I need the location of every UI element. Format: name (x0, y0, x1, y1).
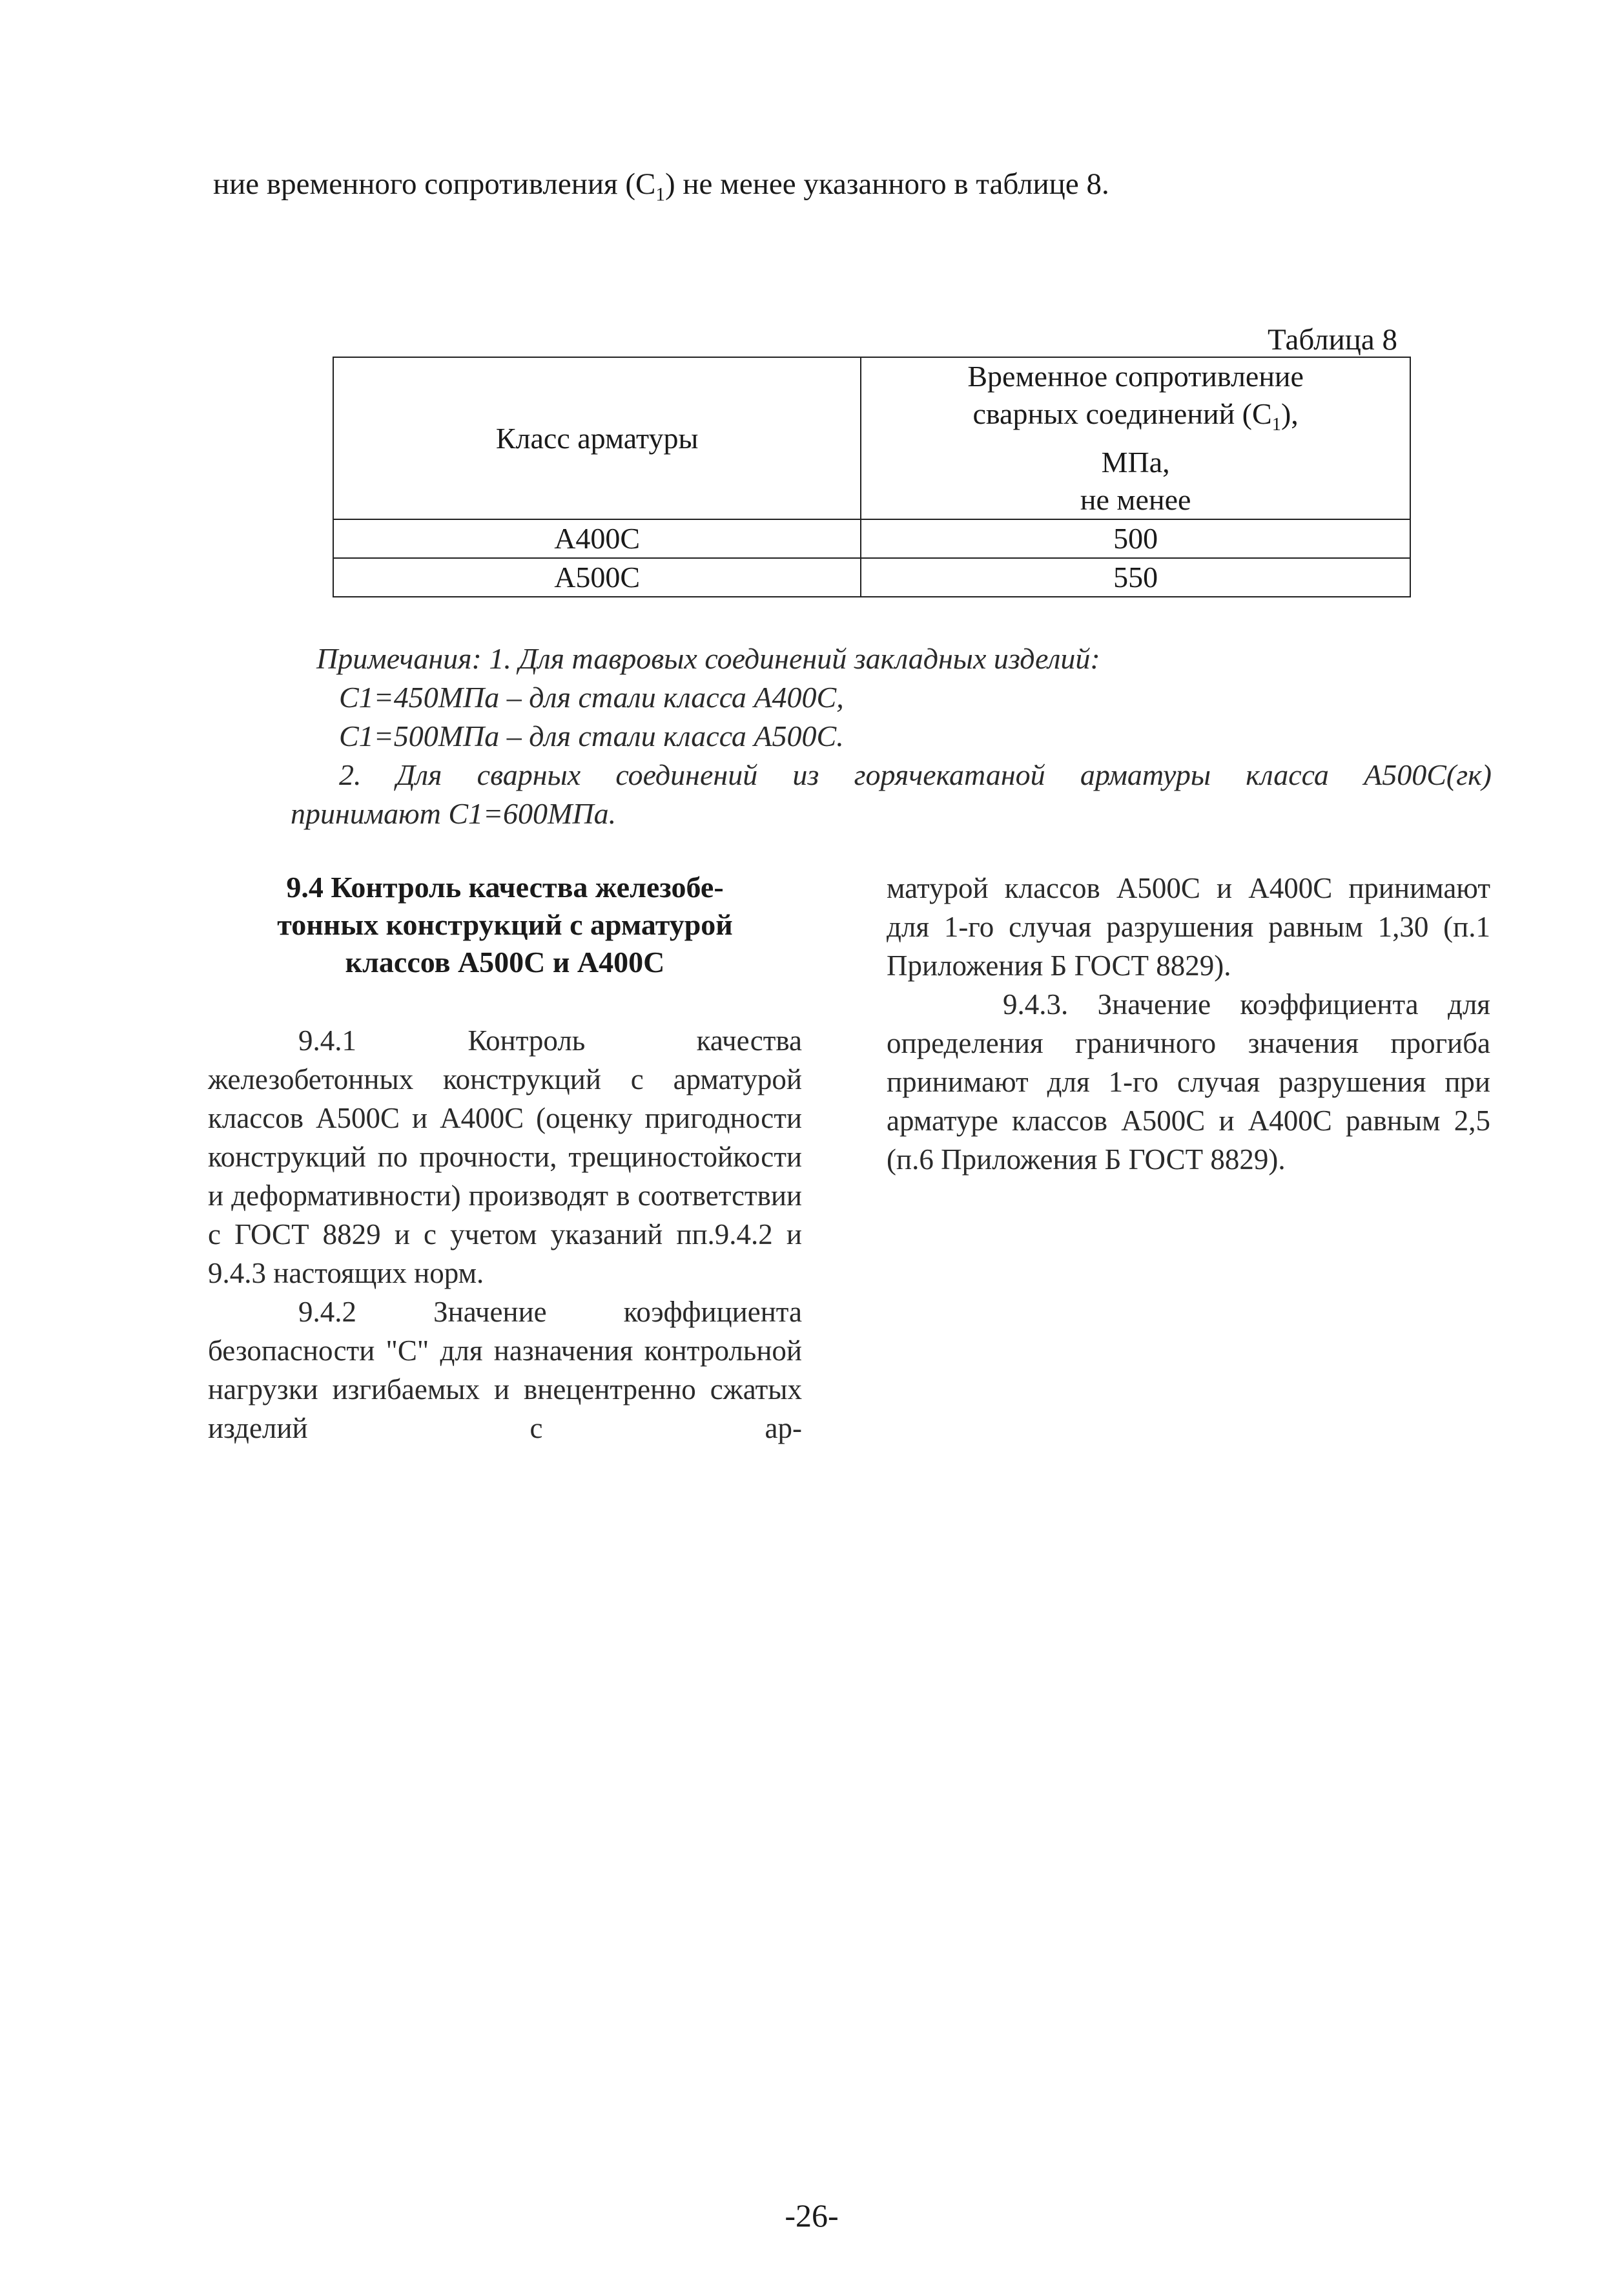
paragraph-9-4-2-part2: матурой классов А500С и А400С принимают для 1-го случая разрушения равным 1,30 (п.1 Приложения Б ГОСТ 8829). (887, 872, 1490, 982)
left-column (208, 869, 802, 1447)
right-column (887, 869, 1490, 1179)
paragraph-9-4-2-part1: 9.4.2 Значение коэффициента безопасности "С" для назначения контрольной нагрузки изгибаемых и внецентренно сжатых изделий с ар- (208, 1296, 802, 1444)
note-line: принимают С1=600МПа. (291, 797, 617, 830)
intro-line: ние временного сопротивления $(С_1)$ не менее указанного в таблице 8. (213, 167, 1109, 205)
table-notes (291, 639, 1492, 833)
cell-value: 500 (861, 519, 1410, 558)
note-line: Примечания: 1. Для тавровых соединений закладных изделий: (316, 642, 1100, 675)
header-tensile-strength: Временное сопротивление сварных соединений $(С_1)$, МПа, не менее (861, 357, 1410, 519)
note-line: 2. Для сварных соединений из горячекатаной арматуры класса А500С(гк) (339, 758, 1492, 791)
table-caption: Таблица 8 (1267, 323, 1397, 357)
note-line: С1=450МПа – для стали класса А400С, (339, 681, 844, 714)
cell-class: А400С (333, 519, 861, 558)
table-header-row (333, 357, 1410, 519)
paragraph-9-4-3: 9.4.3. Значение коэффициента для определения граничного значения прогиба принимают для 1-го случая разрушения при арматуре классов А500С и А400С равным 2,5 (п.6 Приложения Б ГОСТ 8829). (887, 988, 1490, 1176)
cell-class: А500С (333, 558, 861, 597)
paragraph-9-4-1: 9.4.1 Контроль качества железобетонных конструкций с арматурой классов А500С и А400С (оценку пригодности конструкций по прочности, трещиностойкости и деформативности) производят в соответствии с ГОСТ 8829 и с учетом указаний пп.9.4.2 и 9.4.3 настоящих норм. (208, 1024, 802, 1289)
cell-value: 550 (861, 558, 1410, 597)
header-rebar-class: Класс арматуры (333, 357, 861, 519)
table-row (333, 558, 1410, 597)
page-number: -26- (785, 2197, 839, 2234)
table-row (333, 519, 1410, 558)
section-heading: 9.4 Контроль качества железобе- тонных конструкций с арматурой классов А500С и А400С (277, 871, 733, 979)
note-line: С1=500МПа – для стали класса А500С. (339, 720, 844, 752)
table-8 (333, 357, 1411, 597)
